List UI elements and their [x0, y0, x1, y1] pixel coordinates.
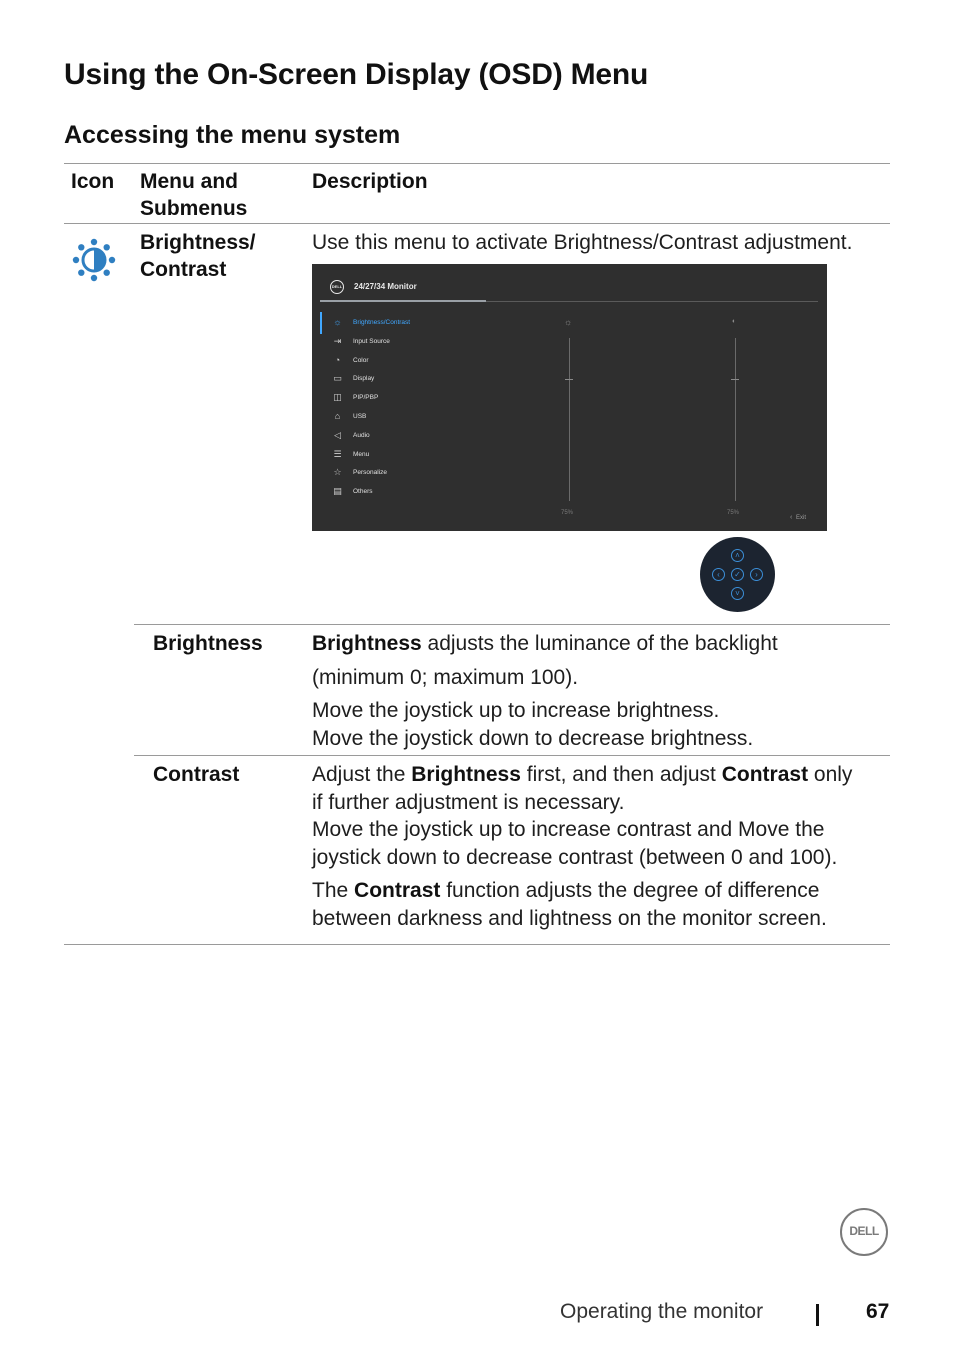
usb-icon: ⌂	[334, 410, 341, 421]
osd-menu-item-pip-pbp[interactable]	[320, 389, 490, 408]
contrast-desc-text: function adjusts the degree of difference	[440, 879, 820, 902]
joystick-illustration	[700, 537, 775, 612]
osd-screenshot	[312, 264, 827, 531]
brightness-slider[interactable]	[569, 338, 570, 501]
footer-divider	[816, 1304, 819, 1326]
menu-brightness-contrast-line1: Brightness/	[140, 231, 256, 254]
exit-chevron-icon: ‹	[790, 514, 793, 521]
contrast-desc-text: Adjust the	[312, 763, 412, 786]
joystick-left-icon: ‹	[712, 568, 725, 581]
brightness-term: Brightness	[411, 763, 521, 786]
brightness-desc-p1	[312, 630, 882, 658]
brightness-contrast-description: Use this menu to activate Brightness/Contrast adjustment.	[312, 231, 853, 254]
dell-logo: DELL	[840, 1208, 888, 1256]
contrast-desc-p1	[312, 761, 887, 789]
osd-menu-item-usb[interactable]	[320, 408, 490, 427]
speaker-icon: ◁	[334, 429, 341, 440]
page-title: Using the On-Screen Display (OSD) Menu	[64, 58, 649, 91]
osd-menu-item-menu[interactable]	[320, 446, 490, 465]
joystick-up-icon: ˄	[731, 549, 744, 562]
brightness-slider-sun-icon: ☼	[564, 317, 573, 327]
brightness-term: Brightness	[312, 632, 422, 655]
header-icon: Icon	[71, 170, 115, 193]
header-menu-line1: Menu and	[140, 170, 238, 193]
table-top-rule	[64, 163, 890, 164]
contrast-desc-text: only	[808, 763, 853, 786]
brightness-top-rule	[134, 624, 890, 625]
footer-section: Operating the monitor	[560, 1300, 764, 1323]
joystick-right-icon: ›	[750, 568, 763, 581]
contrast-value: 75%	[727, 510, 740, 516]
contrast-top-rule	[134, 755, 890, 756]
sun-icon: ☼	[333, 317, 342, 327]
contrast-desc-text: The	[312, 879, 355, 902]
menu-brightness-contrast-line2: Contrast	[140, 258, 227, 281]
osd-menu-item-display[interactable]	[320, 370, 490, 389]
header-description: Description	[312, 170, 428, 193]
brightness-value: 75%	[561, 510, 574, 516]
osd-menu-item-label: PIP/PBP	[353, 394, 379, 402]
palette-icon: ◔	[334, 354, 341, 365]
menu-icon: ☰	[333, 448, 342, 459]
osd-menu-item-brightness-contrast[interactable]	[320, 314, 490, 333]
osd-menu	[320, 314, 490, 502]
brightness-desc-up: Move the joystick up to increase brightness.	[312, 699, 720, 722]
brightness-contrast-icon	[70, 236, 118, 284]
contrast-term: Contrast	[354, 879, 441, 902]
osd-menu-item-label: Color	[353, 356, 369, 364]
brightness-desc-range: (minimum 0; maximum 100).	[312, 665, 579, 689]
osd-exit-button[interactable]: Exit	[796, 515, 807, 521]
contrast-slider-handle[interactable]	[731, 379, 739, 380]
menu-brightness-contrast	[140, 229, 256, 283]
osd-menu-item-color[interactable]	[320, 352, 490, 371]
contrast-desc-p2	[312, 877, 887, 905]
monitor-icon: ▭	[333, 373, 342, 384]
input-icon: ⇥	[333, 335, 342, 346]
contrast-desc-line3: Move the joystick up to increase contrast and Move the	[312, 818, 825, 841]
contrast-desc-line4: joystick down to decrease contrast (between 0 and 100).	[312, 845, 838, 869]
osd-menu-item-label: USB	[353, 412, 367, 420]
osd-menu-item-label: Others	[353, 488, 373, 496]
header-bottom-rule	[64, 223, 890, 224]
contrast-desc-line2: if further adjustment is necessary.	[312, 790, 625, 814]
brightness-desc-down: Move the joystick down to decrease brightness.	[312, 726, 754, 750]
star-icon: ☆	[333, 467, 342, 478]
osd-menu-item-input-source[interactable]	[320, 333, 490, 352]
osd-dell-logo: DELL	[330, 280, 344, 294]
contrast-slider[interactable]	[735, 338, 736, 501]
brightness-desc-p1-text: adjusts the luminance of the backlight	[421, 632, 778, 655]
pip-icon: ◫	[333, 392, 342, 403]
brightness-description	[312, 630, 882, 752]
osd-menu-item-others[interactable]	[320, 483, 490, 502]
osd-menu-item-label: Personalize	[353, 469, 387, 477]
osd-menu-item-label: Menu	[353, 450, 370, 458]
header-menu	[140, 168, 247, 222]
osd-menu-item-label: Input Source	[353, 337, 390, 345]
contrast-desc-p2-line2: between darkness and lightness on the monitor screen.	[312, 906, 827, 930]
table-bottom-rule	[64, 944, 890, 945]
osd-menu-item-label: Brightness/Contrast	[353, 319, 411, 326]
osd-menu-item-label: Display	[353, 375, 375, 383]
joystick-center-check-icon: ✓	[731, 568, 744, 581]
osd-header-active-bar	[320, 300, 486, 302]
contrast-desc-text: first, and then adjust	[520, 763, 722, 786]
contrast-slider-icon: ◐	[732, 318, 737, 325]
brightness-slider-handle[interactable]	[565, 379, 573, 380]
joystick-down-icon: ˅	[731, 587, 744, 600]
osd-title: 24/27/34 Monitor	[354, 282, 417, 291]
osd-menu-item-personalize[interactable]	[320, 464, 490, 483]
osd-menu-item-label: Audio	[353, 431, 370, 439]
submenu-brightness: Brightness	[153, 632, 263, 655]
contrast-description	[312, 761, 887, 932]
page-number: 67	[866, 1300, 890, 1323]
section-title: Accessing the menu system	[64, 121, 401, 149]
header-menu-line2: Submenus	[140, 197, 248, 220]
others-icon: ▤	[333, 486, 342, 497]
submenu-contrast: Contrast	[153, 763, 240, 786]
osd-menu-item-audio[interactable]	[320, 427, 490, 446]
contrast-term: Contrast	[721, 763, 809, 786]
